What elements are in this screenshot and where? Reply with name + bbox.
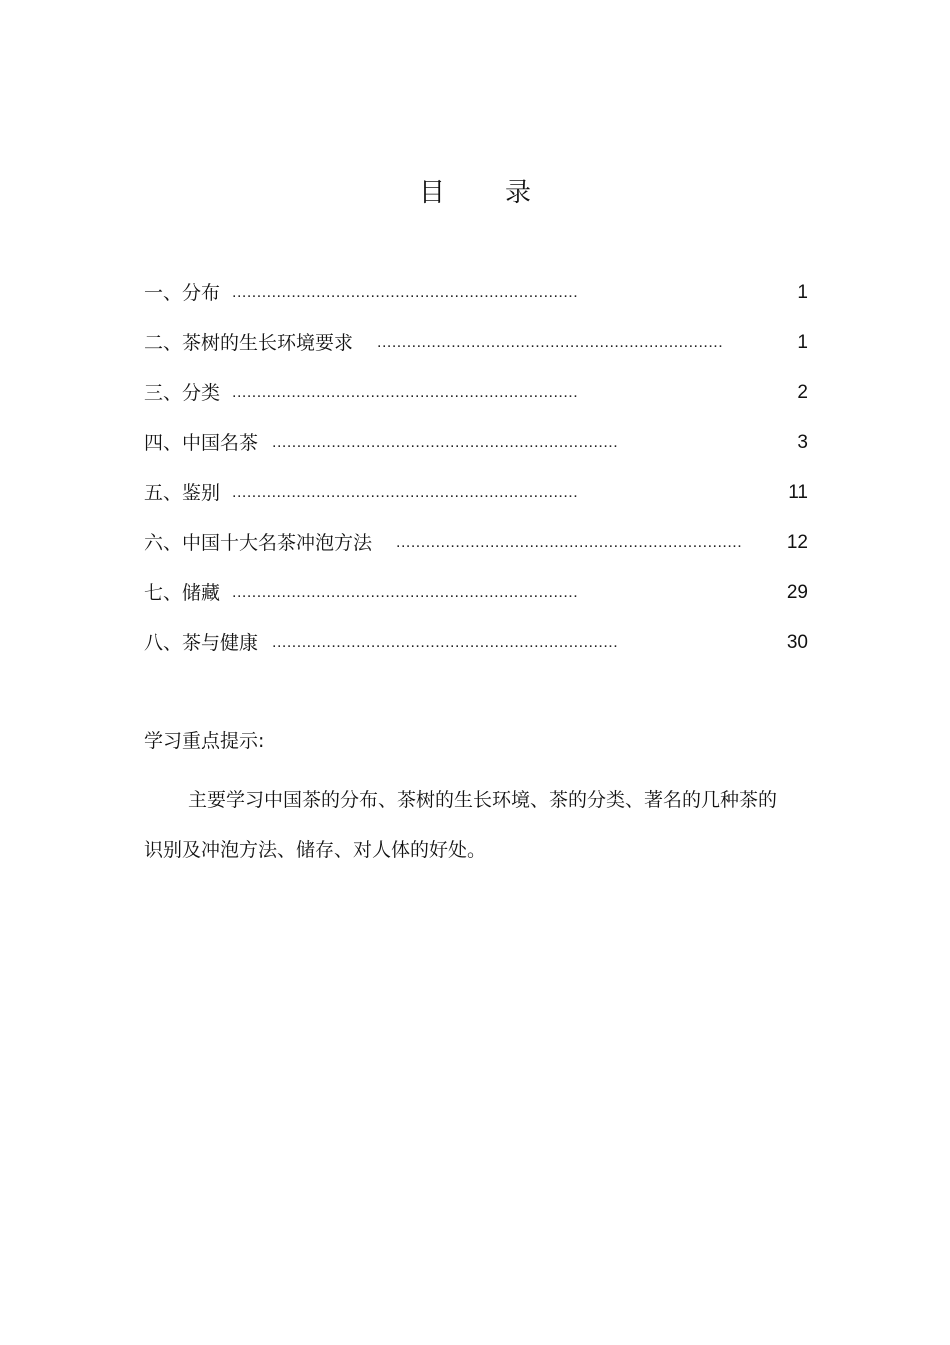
toc-entry-label: 六、中国十大名茶冲泡方法 — [144, 532, 373, 554]
toc-leader-dots: ...................................................................... — [232, 484, 579, 501]
toc-entry-8[interactable] — [144, 628, 808, 678]
toc-entry-label: 四、中国名茶 — [144, 432, 259, 454]
toc-entry-page: 2 — [797, 382, 808, 403]
toc-entry-3[interactable] — [144, 378, 808, 428]
toc-leader-dots: ...................................................................... — [272, 634, 619, 651]
toc-entry-label: 五、鉴别 — [144, 482, 221, 504]
toc-entry-page: 29 — [786, 582, 808, 603]
toc-entry-page: 1 — [797, 332, 808, 353]
toc-entry-7[interactable] — [144, 578, 808, 628]
toc-entry-6[interactable] — [144, 528, 808, 578]
toc-entry-label: 二、茶树的生长环境要求 — [144, 332, 354, 354]
toc-entry-page: 30 — [786, 632, 808, 653]
toc-leader-dots: ...................................................................... — [377, 334, 724, 351]
toc-entry-page: 11 — [788, 482, 808, 503]
title-char-1: 目 — [418, 178, 445, 208]
toc-entry-page: 12 — [786, 532, 808, 553]
toc-entry-label: 一、分布 — [144, 282, 221, 304]
toc-leader-dots: ...................................................................... — [272, 434, 619, 451]
toc-entry-label: 八、茶与健康 — [144, 632, 259, 654]
page-title — [0, 172, 950, 209]
toc-entry-1[interactable] — [144, 278, 808, 328]
toc-entry-5[interactable] — [144, 478, 808, 528]
table-of-contents — [144, 278, 808, 678]
toc-entry-2[interactable] — [144, 328, 808, 378]
study-notes-heading: 学习重点提示: — [144, 730, 265, 752]
title-char-2: 录 — [504, 178, 531, 208]
toc-leader-dots: ...................................................................... — [232, 284, 579, 301]
toc-entry-page: 1 — [797, 282, 808, 303]
toc-entry-label: 三、分类 — [144, 382, 221, 404]
toc-entry-label: 七、储藏 — [144, 582, 221, 604]
toc-entry-page: 3 — [797, 432, 808, 453]
study-notes-body: 主要学习中国茶的分布、茶树的生长环境、茶的分类、著名的几种茶的识别及冲泡方法、储存、对人体的好处。 — [144, 789, 778, 861]
toc-leader-dots: ...................................................................... — [232, 584, 579, 601]
toc-leader-dots: ...................................................................... — [232, 384, 579, 401]
toc-entry-4[interactable] — [144, 428, 808, 478]
toc-leader-dots: ...................................................................... — [396, 534, 743, 551]
